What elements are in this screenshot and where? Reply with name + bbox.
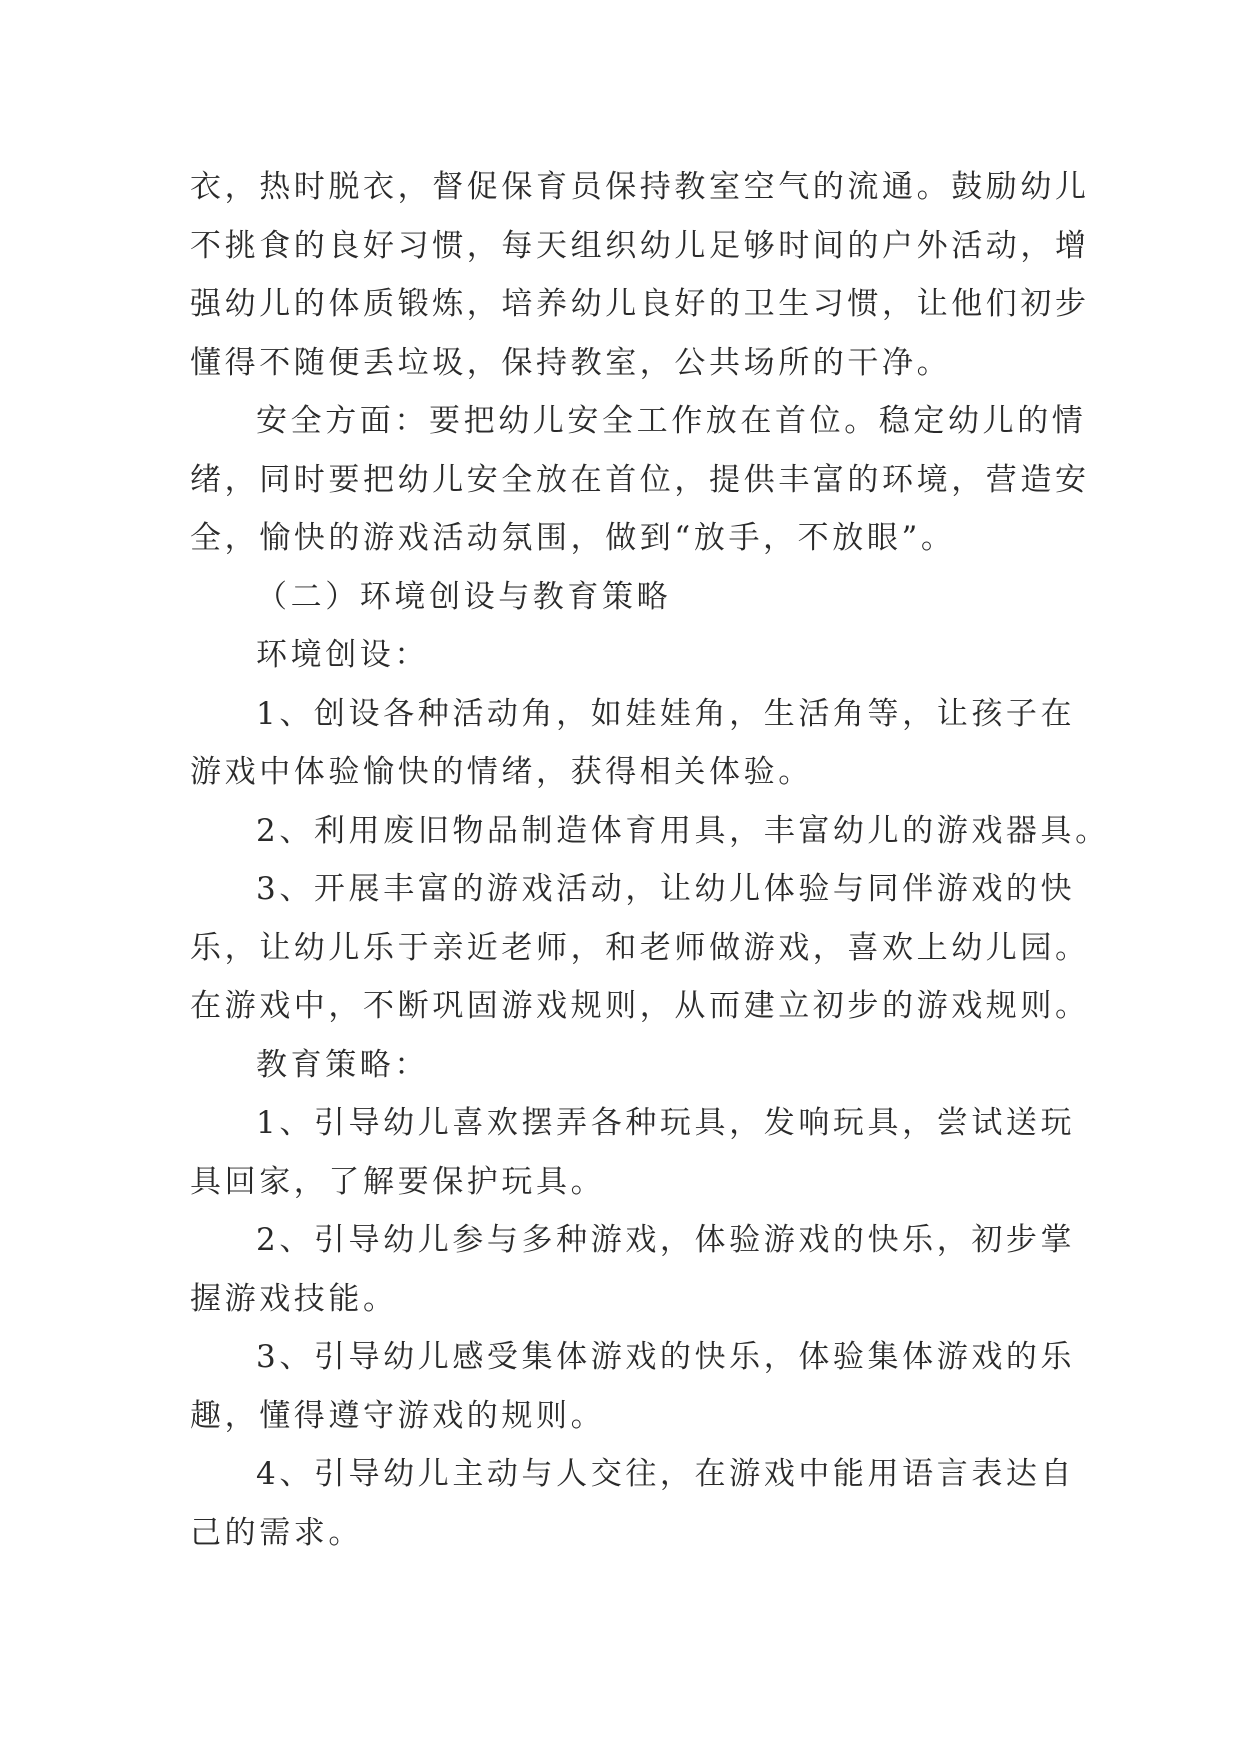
document-body bbox=[190, 158, 1110, 1562]
list-item: 2、引导幼儿参与多种游戏，体验游戏的快乐，初步掌 bbox=[256, 1222, 1076, 1258]
text-line: 游戏中体验愉快的情绪，获得相关体验。 bbox=[190, 754, 813, 790]
list-item: 1、创设各种活动角，如娃娃角，生活角等，让孩子在 bbox=[256, 695, 1076, 732]
text-line: 握游戏技能。 bbox=[190, 1280, 398, 1317]
list-item: 2、利用废旧物品制造体育用具，丰富幼儿的游戏器具。 bbox=[256, 812, 1110, 849]
section-heading: （二）环境创设与教育策略 bbox=[256, 578, 672, 615]
list-item: 3、引导幼儿感受集体游戏的快乐，体验集体游戏的乐 bbox=[256, 1339, 1076, 1375]
text-line: 懂得不随便丢垃圾，保持教室，公共场所的干净。 bbox=[190, 344, 952, 381]
text-line: 己的需求。 bbox=[190, 1514, 363, 1551]
text-line: 不挑食的良好习惯，每天组织幼儿足够时间的户外活动，增 bbox=[190, 227, 1090, 264]
subsection-heading: 环境创设： bbox=[256, 637, 429, 673]
list-item: 3、开展丰富的游戏活动，让幼儿体验与同伴游戏的快 bbox=[256, 871, 1076, 907]
text-line: 安全方面：要把幼儿安全工作放在首位。稳定幼儿的情 bbox=[256, 403, 1087, 439]
text-line: 全，愉快的游戏活动氛围，做到“放手，不放眼”。 bbox=[190, 520, 956, 556]
text-line: 衣，热时脱衣，督促保育员保持教室空气的流通。鼓励幼儿 bbox=[190, 169, 1090, 205]
text-line: 在游戏中，不断巩固游戏规则，从而建立初步的游戏规则。 bbox=[190, 988, 1090, 1024]
text-line: 趣，懂得遵守游戏的规则。 bbox=[190, 1397, 606, 1434]
subsection-heading: 教育策略： bbox=[256, 1046, 429, 1083]
list-item: 1、引导幼儿喜欢摆弄各种玩具，发响玩具，尝试送玩 bbox=[256, 1105, 1076, 1141]
text-line: 乐，让幼儿乐于亲近老师，和老师做游戏，喜欢上幼儿园。 bbox=[190, 929, 1090, 966]
text-line: 强幼儿的体质锻炼，培养幼儿良好的卫生习惯，让他们初步 bbox=[190, 286, 1090, 322]
text-line: 绪，同时要把幼儿安全放在首位，提供丰富的环境，营造安 bbox=[190, 461, 1090, 498]
list-item: 4、引导幼儿主动与人交往，在游戏中能用语言表达自 bbox=[256, 1456, 1076, 1492]
text-line: 具回家，了解要保护玩具。 bbox=[190, 1163, 606, 1200]
